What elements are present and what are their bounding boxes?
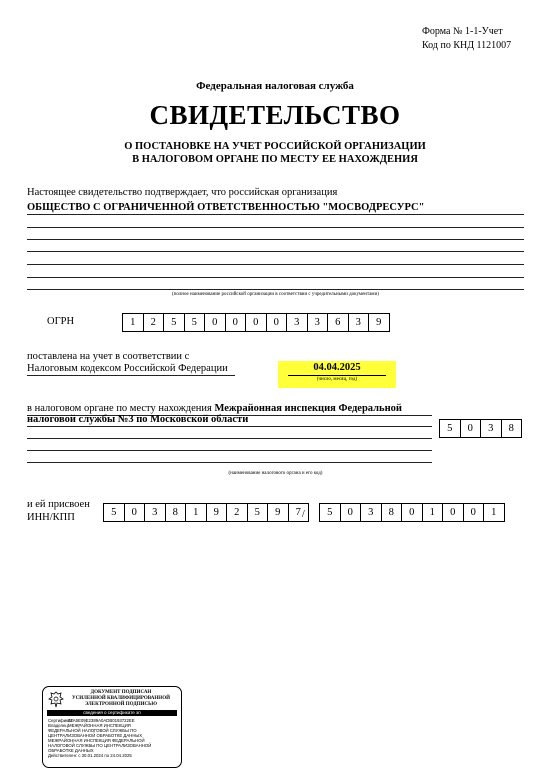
inn-digit-cell: 1 [185,503,207,522]
ogrn-digit-cell: 0 [245,313,267,332]
inn-digit-cell: 8 [165,503,187,522]
stamp-heading-line-1: ДОКУМЕНТ ПОДПИСАН [90,690,152,695]
knd-code: Код по КНД 1121007 [422,40,512,51]
kpp-digit-cell: 0 [463,503,485,522]
tax-authority-name-line-2: налоговой службы №3 по Московской области [27,414,249,425]
ogrn-digit-cell: 0 [204,313,226,332]
form-number: Форма № 1-1-Учет [422,26,503,37]
stamp-owner-line-6: ОБРАБОТКЕ ДАННЫХ [48,748,94,753]
org-name-hint: (полное наименование российской организации в соответствии с учредительными документами) [172,292,379,297]
stamp-owner-line-1: МЕЖРАЙОННАЯ ИНСПЕКЦИЯ [68,723,131,728]
organization-name: ОБЩЕСТВО С ОГРАНИЧЕННОЙ ОТВЕТСТВЕННОСТЬЮ "МОСВОДРЕСУРС" [27,202,425,213]
registered-text-line-1: поставлена на учет в соответствии с [27,351,190,362]
document-title: СВИДЕТЕЛЬСТВО [149,100,401,130]
tax-authority-code-digit-cell: 8 [501,419,523,438]
inn-kpp-separator: / [302,509,305,520]
inn-digit-cell: 9 [206,503,228,522]
stamp-certificate-label: Сертификат: [48,718,74,723]
ogrn-digit-cell: 5 [184,313,206,332]
inn-digit-cell: 3 [144,503,166,522]
stamp-body [48,718,178,758]
ogrn-digit-cells [123,313,390,332]
registered-text-line-2: Налоговым кодексом Российской Федерации [27,363,228,374]
ogrn-digit-cell: 3 [286,313,308,332]
kpp-digit-cell: 0 [401,503,423,522]
registered-underline [27,375,235,376]
eagle-emblem-icon [48,691,64,708]
ogrn-digit-cell: 2 [143,313,165,332]
org-name-line-5 [27,264,524,265]
registration-date: 04.04.2025 [313,362,361,373]
inn-digit-cell: 7 [288,503,310,522]
kpp-digit-cell: 3 [360,503,382,522]
kpp-digit-cell: 8 [381,503,403,522]
tax-authority-code-cells [440,419,522,438]
inn-digit-cell: 0 [124,503,146,522]
agency-name: Федеральная налоговая служба [196,80,354,92]
ogrn-digit-cell: 1 [122,313,144,332]
stamp-owner-line-3: ЦЕНТРАЛИЗОВАННОЙ ОБРАБОТКЕ ДАННЫХ [48,733,143,738]
tax-authority-prefix [27,403,402,414]
ogrn-digit-cell: 0 [225,313,247,332]
org-name-line-7 [27,289,524,290]
inn-digit-cells [104,503,309,522]
tax-authority-line-4 [27,450,432,451]
registration-date-line [288,375,386,376]
form-number-block [422,25,511,53]
kpp-digit-cell: 0 [340,503,362,522]
ogrn-label: ОГРН [47,316,75,327]
stamp-heading-line-2: УСИЛЕННОЙ КВАЛИФИЦИРОВАННОЙ [72,696,170,701]
tax-authority-code-digit-cell: 3 [480,419,502,438]
inn-digit-cell: 5 [247,503,269,522]
inn-kpp-label-line-1: и ей присвоен [27,499,90,510]
subtitle-line-2: В НАЛОГОВОМ ОРГАНЕ ПО МЕСТУ ЕЕ НАХОЖДЕНИЯ [132,154,418,165]
stamp-owner-label: Владелец: [48,723,70,728]
document-subtitle [0,140,550,166]
tax-authority-code-digit-cell: 5 [439,419,461,438]
stamp-certificate-bar: сведения о сертификате эп [47,710,177,716]
tax-authority-name-line-1: Межрайонная инспекция Федеральной [214,403,402,414]
inn-kpp-label: ИНН/КПП [27,512,75,523]
registration-date-hint: (число, месяц, год) [316,377,358,382]
stamp-heading [63,690,179,708]
org-name-line-4 [27,251,524,252]
ogrn-digit-cell: 3 [307,313,329,332]
stamp-owner-line-5: НАЛОГОВОЙ СЛУЖБЫ ПО ЦЕНТРАЛИЗОВАННОЙ [48,743,152,748]
stamp-owner-line-2: ФЕДЕРАЛЬНОЙ НАЛОГОВОЙ СЛУЖБЫ ПО [48,728,137,733]
tax-authority-line-5 [27,462,432,463]
subtitle-line-1: О ПОСТАНОВКЕ НА УЧЕТ РОССИЙСКОЙ ОРГАНИЗАЦИИ [124,141,426,152]
kpp-digit-cells [320,503,505,522]
tax-authority-code-digit-cell: 0 [460,419,482,438]
inn-digit-cell: 9 [267,503,289,522]
stamp-certificate-value: 02A5E09E2389A0ADB0193722EE [68,718,135,723]
kpp-digit-cell: 0 [442,503,464,522]
org-name-line-6 [27,277,524,278]
kpp-digit-cell: 1 [483,503,505,522]
ogrn-digit-cell: 5 [163,313,185,332]
stamp-owner-line-4: МЕЖРАЙОННАЯ ИНСПЕКЦИЯ ФЕДЕРАЛЬНОЙ [48,738,145,743]
stamp-validity: Действителен: с 30.01.2024 по 24.04.2025 [48,753,132,758]
ogrn-digit-cell: 6 [327,313,349,332]
tax-authority-line-3 [27,438,432,439]
org-name-line-2 [27,227,524,228]
ogrn-digit-cell: 9 [368,313,390,332]
kpp-digit-cell: 5 [319,503,341,522]
tax-authority-line-2 [27,426,432,427]
org-name-line-1 [27,214,524,215]
inn-digit-cell: 2 [226,503,248,522]
inn-digit-cell: 5 [103,503,125,522]
ogrn-digit-cell: 3 [348,313,370,332]
stamp-heading-line-3: ЭЛЕКТРОННОЙ ПОДПИСЬЮ [84,702,158,707]
certifies-text: Настоящее свидетельство подтверждает, что российская организация [27,187,338,198]
ogrn-digit-cell: 0 [266,313,288,332]
kpp-digit-cell: 1 [422,503,444,522]
org-name-line-3 [27,239,524,240]
electronic-signature-stamp [42,686,182,768]
tax-authority-hint: (наименование налогового органа и его код) [228,471,323,476]
tax-authority-prefix-text: в налоговом органе по месту нахождения [27,403,212,414]
